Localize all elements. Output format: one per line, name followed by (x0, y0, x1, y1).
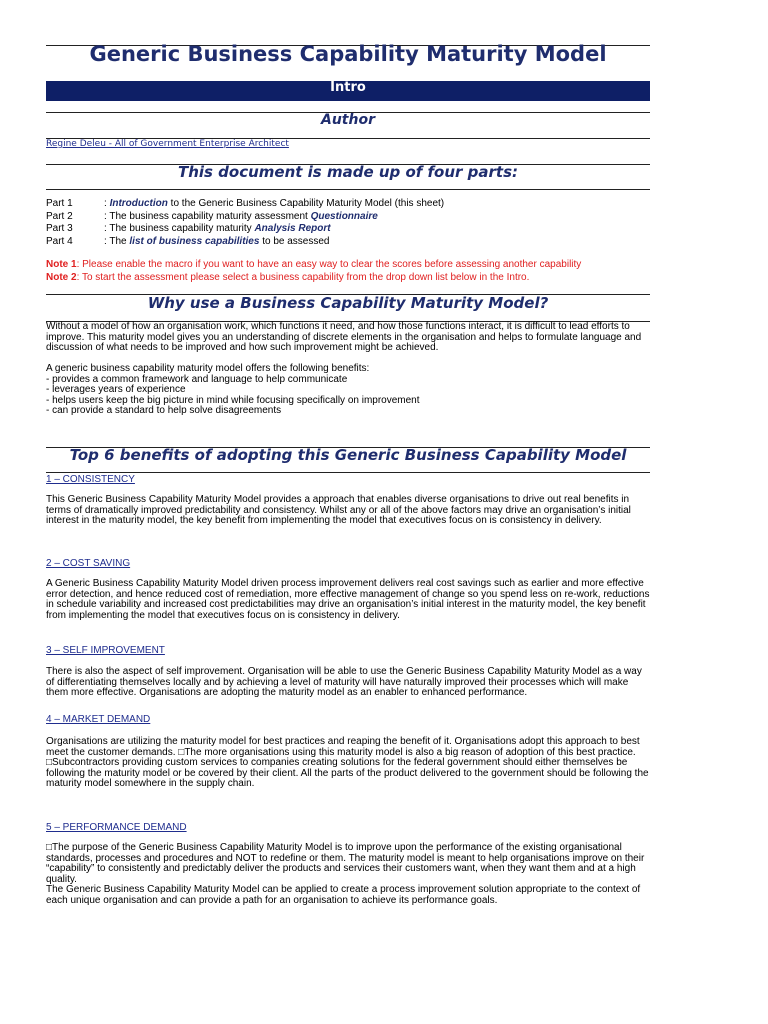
part-row (46, 236, 444, 249)
note-label: Note 2 (46, 271, 77, 283)
notes (46, 259, 581, 284)
note-text: : To start the assessment please select a business capability from the drop down list below in the Intro. (76, 271, 530, 283)
note-2 (46, 272, 581, 285)
part-row (46, 211, 444, 224)
benefit-line: - provides a common framework and language to help communicate (46, 373, 348, 385)
part-text: : The business capability maturity (104, 223, 255, 234)
benefit-text: A Generic Business Capability Maturity Model driven process improvement delivers real cost savings such as earlier and more effective error detection, and hence reduced cost of remediation, more effective management of change so you spend less on re-work, reductions in schedule variability and increased cost predictabilities may drive an organisation’s initial interest in the maturity model, the key benefit from implementing the model that executives focus on is consistency in delivery. (46, 578, 650, 621)
why-heading: Why use a Business Capability Maturity Model? (147, 294, 549, 312)
page-title: Generic Business Capability Maturity Model (89, 42, 607, 66)
part-emphasis: Introduction (109, 198, 168, 209)
benefit-line: - can provide a standard to help solve disagreements (46, 405, 282, 417)
note-text: : Please enable the macro if you want to have an easy way to clear the scores before assessing another capability (76, 259, 582, 270)
benefit-text: This Generic Business Capability Maturity Model provides a approach that enables diverse organisations to drive out real benefits in terms of dramatically improved predictability and consistency. Whilst any or all of the above factors may drive an organisation’s initial interest in the maturity model, the key benefit from implementing the model that executives focus on is consistency in delivery. (46, 494, 631, 527)
benefit-title-market-demand[interactable]: 4 – MARKET DEMAND (46, 714, 151, 725)
part-text: : The business capability maturity assessment (104, 210, 311, 222)
part-emphasis: list of business capabilities (129, 235, 260, 247)
part-text: : The (104, 235, 130, 247)
divider (46, 189, 650, 190)
part-emphasis: Analysis Report (254, 223, 331, 234)
note-1 (46, 259, 581, 272)
author-heading: Author (321, 112, 375, 128)
parts-list (46, 198, 444, 248)
part-row (46, 223, 444, 236)
part-text: to the Generic Business Capability Maturity Model (this sheet) (167, 198, 445, 209)
benefit-text: There is also the aspect of self improvement. Organisation will be able to use the Generic Business Capability Maturity Model as a way of differentiating themselves locally and by achieving a level of maturity will have naturally improved their processes which will make them more effective. Organisations are adopting the maturity model as an enabler to enhanced performance. (46, 666, 642, 699)
why-paragraph: Without a model of how an organisation work, which functions it need, and how those functions interact, it is difficult to lead efforts to improve. This maturity model gives you an understanding of discrete elements in the organisation and helps to formulate language and discussion of what needs to be improved and how such improvement might be achieved. (46, 321, 642, 354)
benefit-text (46, 843, 650, 907)
part-key: Part 2 (46, 210, 73, 222)
benefit-title-cost-saving[interactable]: 2 – COST SAVING (46, 558, 131, 569)
part-key: Part 4 (46, 235, 73, 247)
benefit-title-consistency[interactable]: 1 – CONSISTENCY (46, 474, 135, 485)
author-link[interactable]: Regine Deleu - All of Government Enterprise Architect (46, 139, 289, 149)
benefit-text-part: □The purpose of the Generic Business Capability Maturity Model is to improve upon the performance of the existing organisational standards, processes and procedures and NOT to redefine or them. The maturity model is meant to help organisations improve on their “capability” to consistently and predictably deliver the products and services their customers want, when they want them and at a high quality. (46, 842, 645, 885)
part-emphasis: Questionnaire (310, 210, 378, 222)
note-label: Note 1 (46, 259, 77, 270)
benefit-title-self-improvement[interactable]: 3 – SELF IMPROVEMENT (46, 645, 165, 656)
benefit-line: - leverages years of experience (46, 384, 186, 396)
part-key: Part 1 (46, 198, 73, 209)
parts-heading: This document is made up of four parts: (177, 163, 519, 181)
part-text: : (104, 198, 110, 209)
part-text: to be assessed (259, 235, 330, 247)
benefit-line: A generic business capability maturity model offers the following benefits: (46, 363, 370, 374)
top-benefits-heading: Top 6 benefits of adopting this Generic Business Capability Model (69, 446, 627, 464)
benefits-list (46, 364, 650, 417)
benefit-text: Organisations are utilizing the maturity model for best practices and reaping the benefit of it. Organisations adopt this approach to best meet the customer demands. □The more organisations using this maturity model is also a big reason of adoption of this best practice. □Subcontractors providing custom services to companies creating solutions for the federal government should either themselves be following the maturity model or be covered by their client. All the parts of the product delivered to the government should be following the maturity model somewhere in the supply chain. (46, 736, 649, 790)
part-row (46, 198, 444, 211)
benefit-line: - helps users keep the big picture in mind while focusing specifically on improvement (46, 394, 420, 406)
intro-band: Intro (46, 81, 650, 101)
benefit-title-performance-demand[interactable]: 5 – PERFORMANCE DEMAND (46, 822, 187, 833)
divider (46, 472, 650, 473)
benefit-text-part: The Generic Business Capability Maturity Model can be applied to create a process improvement solution appropriate to the context of each unique organisation and can provide a path for an organisation to achieve its performance goals. (46, 884, 641, 906)
part-key: Part 3 (46, 223, 73, 234)
